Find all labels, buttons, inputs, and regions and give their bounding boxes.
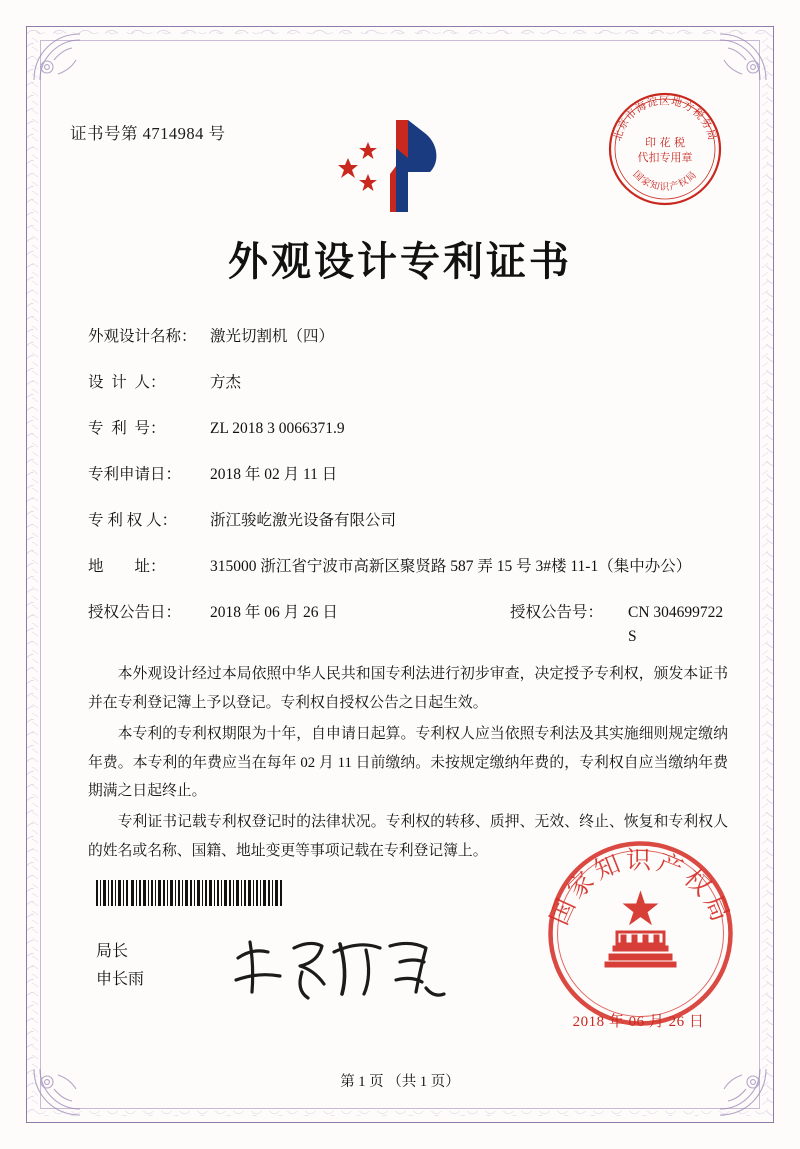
tax-stamp-line2: 代扣专用章 xyxy=(637,151,693,164)
field-address xyxy=(88,555,728,579)
field-value: 激光切割机（四） xyxy=(210,328,335,345)
seal-text: 国家知识产权局 xyxy=(544,845,737,930)
field-label: 外观设计名称： xyxy=(88,328,197,345)
field-value: 315000 浙江省宁波市高新区聚贤路 587 弄 15 号 3#楼 11-1（集中办公） xyxy=(210,558,692,576)
field-patentee xyxy=(88,509,728,533)
field-designer xyxy=(88,371,728,395)
field-label: 专 利 权 人： xyxy=(88,512,178,530)
field-label: 地 址： xyxy=(88,558,166,576)
seal-date: 2018 年 06 月 26 日 xyxy=(572,1014,705,1030)
field-value: 2018 年 06 月 26 日 xyxy=(210,604,338,622)
svg-text:国家知识产权局 xyxy=(631,169,700,193)
field-value: 方杰 xyxy=(210,374,242,392)
field-value: 浙江骏屹激光设备有限公司 xyxy=(210,512,397,530)
page-title: 外观设计专利证书 xyxy=(228,238,572,285)
tax-stamp-line1: 印 花 税 xyxy=(645,136,685,149)
handwritten-signature xyxy=(230,928,460,1008)
field-value: ZL 2018 3 0066371.9 xyxy=(210,420,345,438)
field-application-date xyxy=(88,463,728,487)
field-label: 授权公告日： xyxy=(88,604,182,622)
paragraph: 专利证书记载专利权登记时的法律状况。专利权的转移、质押、无效、终止、恢复和专利权人的姓名或名称、国籍、地址变更等事项记载在专利登记簿上。 xyxy=(88,814,728,860)
director-name: 申长雨 xyxy=(96,971,145,988)
field-label: 专利申请日： xyxy=(88,466,182,484)
official-seal xyxy=(543,836,738,1031)
paragraph: 本专利的专利权期限为十年，自申请日起算。专利权人应当依照专利法及其实施细则规定缴纳年费。本专利的年费应当在每年 02 月 11 日前缴纳。未按规定缴纳年费的，专利权自应当缴纳年费期满之日起终止。 xyxy=(88,725,728,800)
signature-block xyxy=(96,938,144,994)
field-value: CN 304699722 S xyxy=(628,604,724,646)
page-footer: 第 1 页 （共 1 页） xyxy=(340,1074,460,1090)
field-label: 设 计 人： xyxy=(88,374,166,392)
field-list xyxy=(88,325,728,671)
corner-ornament-icon xyxy=(30,30,84,84)
tax-stamp xyxy=(606,90,724,208)
field-label: 专 利 号： xyxy=(88,420,166,438)
field-design-name xyxy=(88,325,728,349)
paragraph: 本外观设计经过本局依照中华人民共和国专利法进行初步审查，决定授予专利权，颁发本证书并在专利登记簿上予以登记。专利权自授权公告之日起生效。 xyxy=(88,666,728,711)
field-value: 2018 年 02 月 11 日 xyxy=(210,466,338,484)
barcode xyxy=(96,880,284,906)
patent-office-logo-icon xyxy=(334,112,454,220)
field-grant-row xyxy=(88,601,728,649)
field-patent-number xyxy=(88,417,728,441)
certificate-number: 证书号第 4714984 号 xyxy=(70,124,226,143)
field-label: 授权公告号： xyxy=(510,604,604,622)
director-title: 局长 xyxy=(96,943,129,960)
tax-stamp-bottom-text: 国家知识产权局 xyxy=(630,168,700,193)
corner-ornament-icon xyxy=(716,30,770,84)
tax-stamp-outer-text: 北京市海淀区地方税务局 xyxy=(611,95,719,143)
